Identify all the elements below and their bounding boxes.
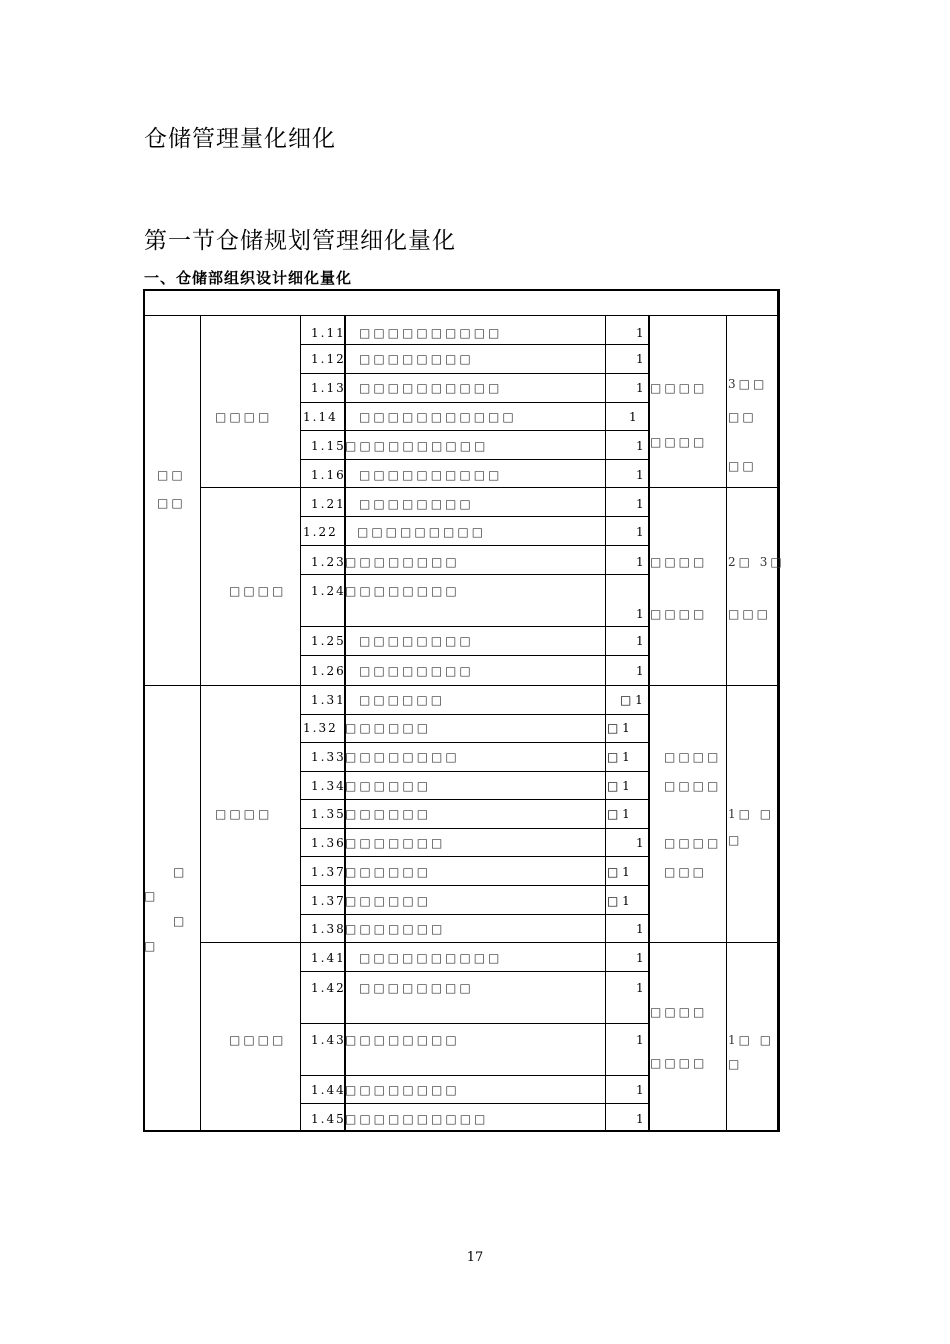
document-title: 仓储管理量化细化: [144, 126, 336, 152]
row-desc: □□□□□□□□□□: [345, 1112, 489, 1126]
subgroup-far-line: 1□ □: [728, 807, 775, 821]
subgroup-label: □□□□: [215, 410, 273, 424]
row-val: 1: [636, 664, 644, 678]
row-code: 1.36: [311, 836, 346, 850]
row-divider: [300, 1075, 648, 1076]
row-code: 1.42: [311, 981, 346, 995]
row-divider: [300, 856, 648, 857]
row-divider: [300, 402, 648, 403]
subgroup-right-line: □□□□: [664, 836, 722, 850]
row-desc: □□□□□□: [345, 865, 432, 879]
row-desc: □□□□□□□□□□: [345, 439, 489, 453]
row-code: 1.32: [303, 721, 338, 735]
row-val: □ 1: [607, 721, 630, 735]
row-desc: □□□□□□□□: [359, 497, 474, 511]
row-code: 1.12: [311, 352, 346, 366]
row-code: 1.21: [311, 497, 346, 511]
row-code: 1.23: [311, 555, 346, 569]
row-code: 1.35: [311, 807, 346, 821]
row-code: 1.33: [311, 750, 346, 764]
row-val: □ 1: [607, 750, 630, 764]
row-desc: □□□□□□□□: [345, 750, 460, 764]
subgroup-right-line: □□□□: [650, 555, 708, 569]
group-label-line: □: [144, 939, 159, 953]
row-val: 1: [636, 1112, 644, 1126]
page-number: 17: [466, 1250, 484, 1265]
org-design-table: [143, 289, 785, 1132]
row-divider: [300, 545, 648, 546]
row-val: 1: [636, 607, 644, 621]
row-val: □ 1: [620, 693, 643, 707]
row-val: 1: [636, 1033, 644, 1047]
row-divider: [300, 971, 648, 972]
subgroup-right-line: □□□□: [650, 1005, 708, 1019]
row-code: 1.16: [311, 468, 346, 482]
row-divider: [300, 626, 648, 627]
subgroup-far-line: □□: [728, 410, 757, 424]
row-desc: □□□□□□□□□□: [359, 326, 503, 340]
row-desc: □□□□□□: [359, 693, 446, 707]
row-desc: □□□□□□□□: [345, 584, 460, 598]
subgroup-far-line: 2□ 3□: [728, 555, 785, 569]
row-divider: [300, 344, 648, 345]
row-code: 1.44: [311, 1083, 346, 1097]
row-divider: [300, 885, 648, 886]
group-divider: [143, 685, 780, 686]
row-code: 1.22: [303, 525, 338, 539]
col-divider-4: [605, 315, 606, 1132]
row-code: 1.45: [311, 1112, 346, 1126]
row-val: 1: [636, 525, 644, 539]
row-code: 1.15: [311, 439, 346, 453]
row-code: 1.38: [311, 922, 346, 936]
row-desc: □□□□□□: [345, 721, 432, 735]
header-row-divider: [143, 315, 780, 316]
row-desc: □□□□□□□□□□: [359, 951, 503, 965]
row-divider: [300, 373, 648, 374]
row-divider: [300, 459, 648, 460]
row-divider: [300, 1023, 648, 1024]
subgroup-label: □□□□: [215, 807, 273, 821]
row-divider: [300, 914, 648, 915]
col-divider-2: [300, 315, 301, 1132]
row-divider: [300, 742, 648, 743]
row-divider: [300, 828, 648, 829]
subgroup-right-line: □□□□: [664, 750, 722, 764]
subgroup-far-line: □: [728, 833, 743, 847]
row-val: 1: [636, 951, 644, 965]
row-desc: □□□□□□□□□□□: [359, 410, 517, 424]
row-val: 1: [636, 381, 644, 395]
col-divider-6: [726, 315, 727, 1132]
col-divider-1: [200, 315, 201, 1132]
row-val: 1: [629, 410, 637, 424]
row-divider: [300, 430, 648, 431]
row-desc: □□□□□□□□: [359, 634, 474, 648]
subgroup-far-line: 3□□: [728, 377, 768, 391]
row-desc: □□□□□□□□: [359, 664, 474, 678]
row-val: 1: [636, 555, 644, 569]
row-desc: □□□□□□□□□□: [359, 381, 503, 395]
row-desc: □□□□□□□: [345, 922, 446, 936]
row-desc: □□□□□□□□: [345, 1083, 460, 1097]
subgroup-right-line: □□□□: [650, 1056, 708, 1070]
row-desc: □□□□□□□□: [345, 1033, 460, 1047]
row-code: 1.43: [311, 1033, 346, 1047]
row-val: 1: [636, 634, 644, 648]
row-code: 1.25: [311, 634, 346, 648]
group-label-line: □□: [157, 496, 186, 510]
row-code: 1.31: [311, 693, 346, 707]
subgroup-divider-1: [200, 487, 780, 488]
row-divider: [300, 516, 648, 517]
group-label-line: □: [173, 865, 188, 879]
row-desc: □□□□□□: [345, 779, 432, 793]
subgroup-far-line: □□□: [728, 607, 772, 621]
group-label-line: □: [144, 889, 159, 903]
row-code: 1.24: [311, 584, 346, 598]
row-code: 1.37: [311, 894, 346, 908]
subgroup-right-line: □□□□: [650, 435, 708, 449]
row-code: 1.26: [311, 664, 346, 678]
row-val: □ 1: [607, 894, 630, 908]
subgroup-label: □□□□: [229, 584, 287, 598]
row-divider: [300, 714, 648, 715]
row-val: 1: [636, 922, 644, 936]
row-desc: □□□□□□□: [345, 836, 446, 850]
group-label-line: □□: [157, 468, 186, 482]
row-code: 1.11: [311, 326, 346, 340]
row-val: □ 1: [607, 865, 630, 879]
row-divider: [300, 1103, 648, 1104]
subgroup-right-line: □□□: [664, 865, 708, 879]
row-divider: [300, 799, 648, 800]
row-desc: □□□□□□: [345, 894, 432, 908]
subgroup-right-line: □□□□: [664, 779, 722, 793]
row-code: 1.41: [311, 951, 346, 965]
subgroup-right-line: □□□□: [650, 381, 708, 395]
subgroup-far-line: □□: [728, 459, 757, 473]
row-desc: □□□□□□□□: [345, 555, 460, 569]
row-val: 1: [636, 439, 644, 453]
row-val: 1: [636, 326, 644, 340]
row-code: 1.14: [303, 410, 338, 424]
row-code: 1.34: [311, 779, 346, 793]
row-val: □ 1: [607, 779, 630, 793]
row-val: 1: [636, 352, 644, 366]
row-desc: □□□□□□: [345, 807, 432, 821]
row-val: 1: [636, 836, 644, 850]
row-desc: □□□□□□□□□: [357, 525, 487, 539]
row-val: 1: [636, 497, 644, 511]
row-val: □ 1: [607, 807, 630, 821]
subsection-title: 一、仓储部组织设计细化量化: [144, 269, 353, 287]
subgroup-far-line: □: [728, 1057, 743, 1071]
row-code: 1.13: [311, 381, 346, 395]
subgroup-right-line: □□□□: [650, 607, 708, 621]
subgroup-far-line: 1□ □: [728, 1033, 775, 1047]
row-val: 1: [636, 1083, 644, 1097]
row-desc: □□□□□□□□: [359, 352, 474, 366]
row-divider: [300, 574, 648, 575]
row-desc: □□□□□□□□□□: [359, 468, 503, 482]
row-divider: [300, 655, 648, 656]
section-title: 第一节仓储规划管理细化量化: [144, 228, 456, 254]
subgroup-divider-2: [200, 942, 780, 943]
row-divider: [300, 771, 648, 772]
row-code: 1.37: [311, 865, 346, 879]
row-desc: □□□□□□□□: [359, 981, 474, 995]
subgroup-label: □□□□: [229, 1033, 287, 1047]
row-val: 1: [636, 468, 644, 482]
row-val: 1: [636, 981, 644, 995]
group-label-line: □: [173, 914, 188, 928]
table-border-right: [777, 289, 778, 1132]
